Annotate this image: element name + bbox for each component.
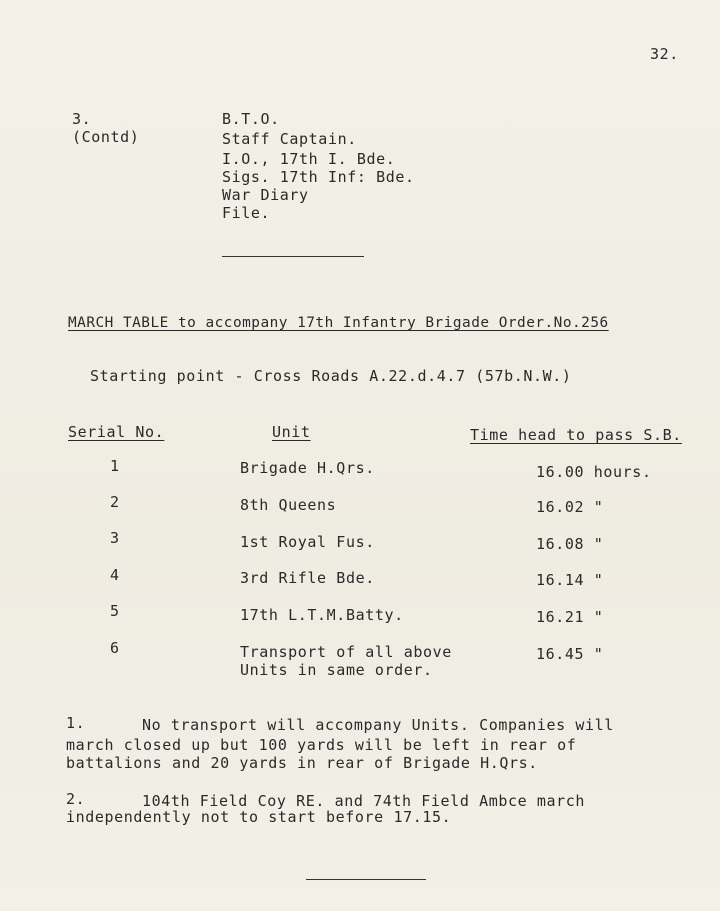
- row-unit-line2: Units in same order.: [240, 661, 433, 679]
- row-unit: 17th L.T.M.Batty.: [240, 606, 404, 624]
- note-number: 1.: [66, 714, 86, 732]
- row-unit: 3rd Rifle Bde.: [240, 569, 375, 587]
- page-number: 32.: [650, 45, 679, 63]
- header-serial: Serial No.: [68, 423, 165, 441]
- row-time: 16.00 hours.: [536, 463, 652, 481]
- row-serial: 1: [110, 457, 120, 475]
- row-serial: 5: [110, 602, 120, 620]
- row-unit: Transport of all above: [240, 643, 452, 661]
- row-serial: 2: [110, 493, 120, 511]
- march-table-title: MARCH TABLE to accompany 17th Infantry Brigade Order.No.256: [68, 315, 609, 331]
- row-time: 16.14 ": [536, 571, 604, 589]
- note-line: march closed up but 100 yards will be left in rear of: [66, 736, 577, 754]
- header-unit: Unit: [272, 423, 311, 441]
- row-serial: 3: [110, 529, 120, 547]
- end-rule: [306, 879, 426, 880]
- distribution-item: B.T.O.: [222, 110, 280, 128]
- row-serial: 4: [110, 566, 120, 584]
- section-number: 3.: [72, 110, 92, 128]
- section-contd: (Contd): [72, 128, 140, 146]
- distribution-item: War Diary: [222, 186, 309, 204]
- note-line: independently not to start before 17.15.: [66, 808, 452, 826]
- row-unit: 1st Royal Fus.: [240, 533, 375, 551]
- distribution-item: Sigs. 17th Inf: Bde.: [222, 168, 415, 186]
- note-line: battalions and 20 yards in rear of Brigade H.Qrs.: [66, 754, 538, 772]
- row-time: 16.45 ": [536, 645, 604, 663]
- starting-point: Starting point - Cross Roads A.22.d.4.7 (57b.N.W.): [90, 367, 572, 385]
- row-time: 16.02 ": [536, 498, 604, 516]
- row-time: 16.21 ": [536, 608, 604, 626]
- row-time: 16.08 ": [536, 535, 604, 553]
- row-unit: Brigade H.Qrs.: [240, 459, 375, 477]
- row-unit: 8th Queens: [240, 496, 337, 514]
- row-serial: 6: [110, 639, 120, 657]
- divider-rule: [222, 256, 364, 257]
- distribution-item: File.: [222, 204, 271, 222]
- note-number: 2.: [66, 790, 86, 808]
- distribution-item: Staff Captain.: [222, 130, 357, 148]
- note-line: 104th Field Coy RE. and 74th Field Ambce march: [142, 792, 586, 810]
- distribution-item: I.O., 17th I. Bde.: [222, 150, 396, 168]
- header-time: Time head to pass S.B.: [470, 426, 682, 444]
- note-line: No transport will accompany Units. Companies will: [142, 716, 614, 734]
